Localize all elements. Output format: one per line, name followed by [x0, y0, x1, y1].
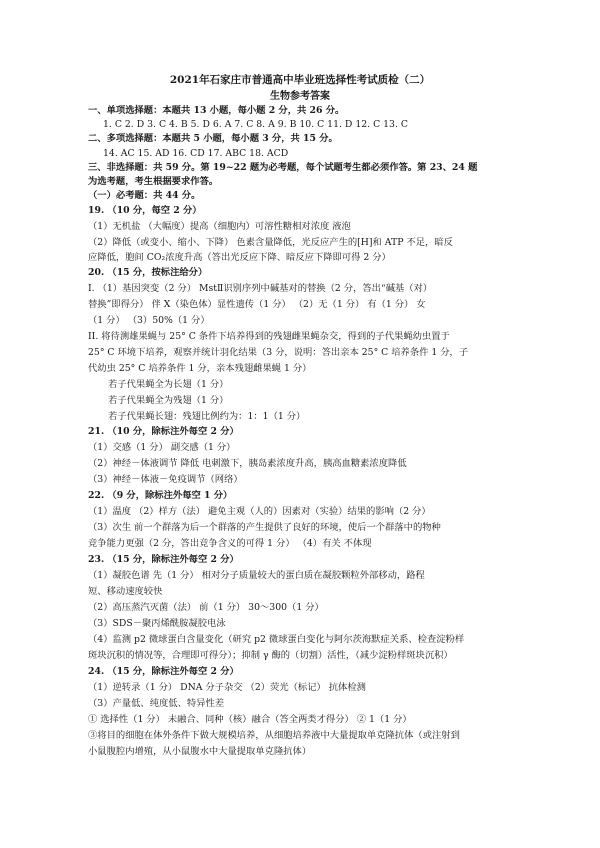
question-heading: 24. （15 分，除标注外每空 2 分）	[88, 666, 239, 677]
answer-line: （3）产量低、纯度低、特异性差	[88, 698, 225, 709]
answer-line: （2）高压蒸汽灭菌（法） 前（1 分） 30～300（1 分）	[88, 602, 324, 613]
answer-line: 小鼠腹腔内增殖，从小鼠腹水中大量提取单克隆抗体）	[88, 746, 312, 757]
document-title: 2021年石家庄市普通高中毕业班选择性考试质检（二）	[169, 74, 431, 86]
section-heading: 一、单项选择题：本题共 13 小题，每小题 2 分，共 26 分。	[88, 105, 345, 116]
answer-line: 1. C 2. D 3. C 4. B 5. D 6. A 7. C 8. A 9. B 10. C 11. D 12. C 13. C	[103, 119, 408, 130]
question-heading: 22. （9 分，除标注外每空 1 分）	[88, 490, 233, 501]
answer-line: 若子代果蝇全为残翅（1 分）	[108, 395, 229, 406]
section-heading: 为选考题，考生根据要求作答。	[88, 176, 219, 187]
answer-line: （1）逆转录（1 分） DNA 分子杂交 （2）荧光（标记） 抗体检测	[88, 682, 366, 693]
question-heading: 21. （10 分，除标注外每空 2 分）	[88, 426, 239, 437]
answer-line: 代幼虫 25° C 培养条件 1 分，亲本残翅雌果蝇 1 分）	[88, 363, 312, 374]
answer-line: （1 分） （3）50%（1 分）	[88, 315, 210, 326]
answer-line: （1）交感（1 分） 副交感（1 分）	[88, 442, 236, 453]
answer-line: （1）温度 （2）样方（法） 避免主观（人的）因素对（实验）结果的影响（2 分）	[88, 506, 431, 517]
answer-line: （2）神经－体液调节 降低 电刺激下，胰岛素浓度升高，胰高血糖素浓度降低	[88, 458, 407, 469]
answer-line: 25° C 环境下培养，观察并统计羽化结果（3 分，说明：答出亲本 25° C 培养条件 1 分，子	[88, 347, 469, 358]
section-heading: 三、非选择题：共 59 分。第 19~22 题为必考题，每个试题考生都必须作答。第 23、24 题	[88, 162, 478, 173]
answer-line: 应降低，胞间 CO₂浓度升高（答出光反应下降、暗反应下降即可得 2 分）	[88, 252, 391, 263]
answer-line: （1）凝胶色谱 先（1 分） 相对分子质量较大的蛋白质在凝胶颗粒外部移动，路程	[88, 570, 425, 581]
answer-line: （4）监测 p2 微球蛋白含量变化（研究 p2 微球蛋白变化与阿尔茨海默症关系、检查淀粉样	[88, 634, 465, 645]
answer-line: 若子代果蝇长翅：残翅比例约为：1：1（1 分）	[108, 411, 306, 422]
answer-line: 若子代果蝇全为长翅（1 分）	[108, 379, 229, 390]
answer-line: 竞争能力更强（2 分，答出竞争含义的可得 1 分） （4）有关 不体现	[88, 538, 372, 549]
section-heading: （一）必考题：共 44 分。	[88, 190, 201, 201]
answer-line: （2）降低（或变小、缩小、下降） 色素含量降低，光反应产生的[H]和 ATP 不足，暗反	[88, 237, 453, 248]
answer-line: ① 选择性（1 分） 未融合、同种（核）融合（答全两类才得分） ② 1（1 分）	[88, 714, 412, 725]
answer-line: II. 将待测雄果蝇与 25° C 条件下培养得到的残翅雌果蝇杂交，得到的子代果蝇幼虫置于	[88, 331, 450, 342]
answer-line: I. （1）基因突变（2 分） MstⅡ识别序列中碱基对的替换（2 分，答出“碱基（对）	[88, 283, 433, 294]
answer-line: ③将目的细胞在体外条件下做大规模培养，从细胞培养液中大量提取单克隆抗体（或注射到	[88, 730, 460, 741]
answer-line: 短、移动速度较快	[88, 586, 163, 597]
question-heading: 23. （15 分，除标注外每空 2 分）	[88, 554, 239, 565]
answer-line: 替换”即得分） 伴 X（染色体）显性遗传（1 分） （2）无（1 分） 有（1 分） 女	[88, 299, 426, 310]
section-heading: 二、多项选择题：本题共 5 小题，每小题 3 分，共 15 分。	[88, 133, 338, 144]
answer-line: （1）无机盐 （大幅度）提高（细胞内）可溶性糖相对浓度 液泡	[88, 221, 351, 232]
answer-line: （3）神经－体液－免疫调节（网络）	[88, 474, 243, 485]
question-heading: 20. （15 分，按标注给分）	[88, 267, 208, 278]
answer-line: 斑块沉积的情况等，合理即可得分）；抑制 γ 酶的（切割）活性，（减少淀粉样斑块沉积）	[88, 650, 453, 661]
answer-line: （3）次生 前一个群落为后一个群落的产生提供了良好的环境，使后一个群落中的物种	[88, 522, 441, 533]
answer-line: 14. AC 15. AD 16. CD 17. ABC 18. ACD	[103, 148, 289, 159]
question-heading: 19. （10 分，每空 2 分）	[88, 205, 202, 216]
document-subtitle: 生物参考答案	[270, 91, 330, 102]
answer-line: （3）SDS－聚丙烯酰胺凝胶电泳	[88, 618, 226, 629]
